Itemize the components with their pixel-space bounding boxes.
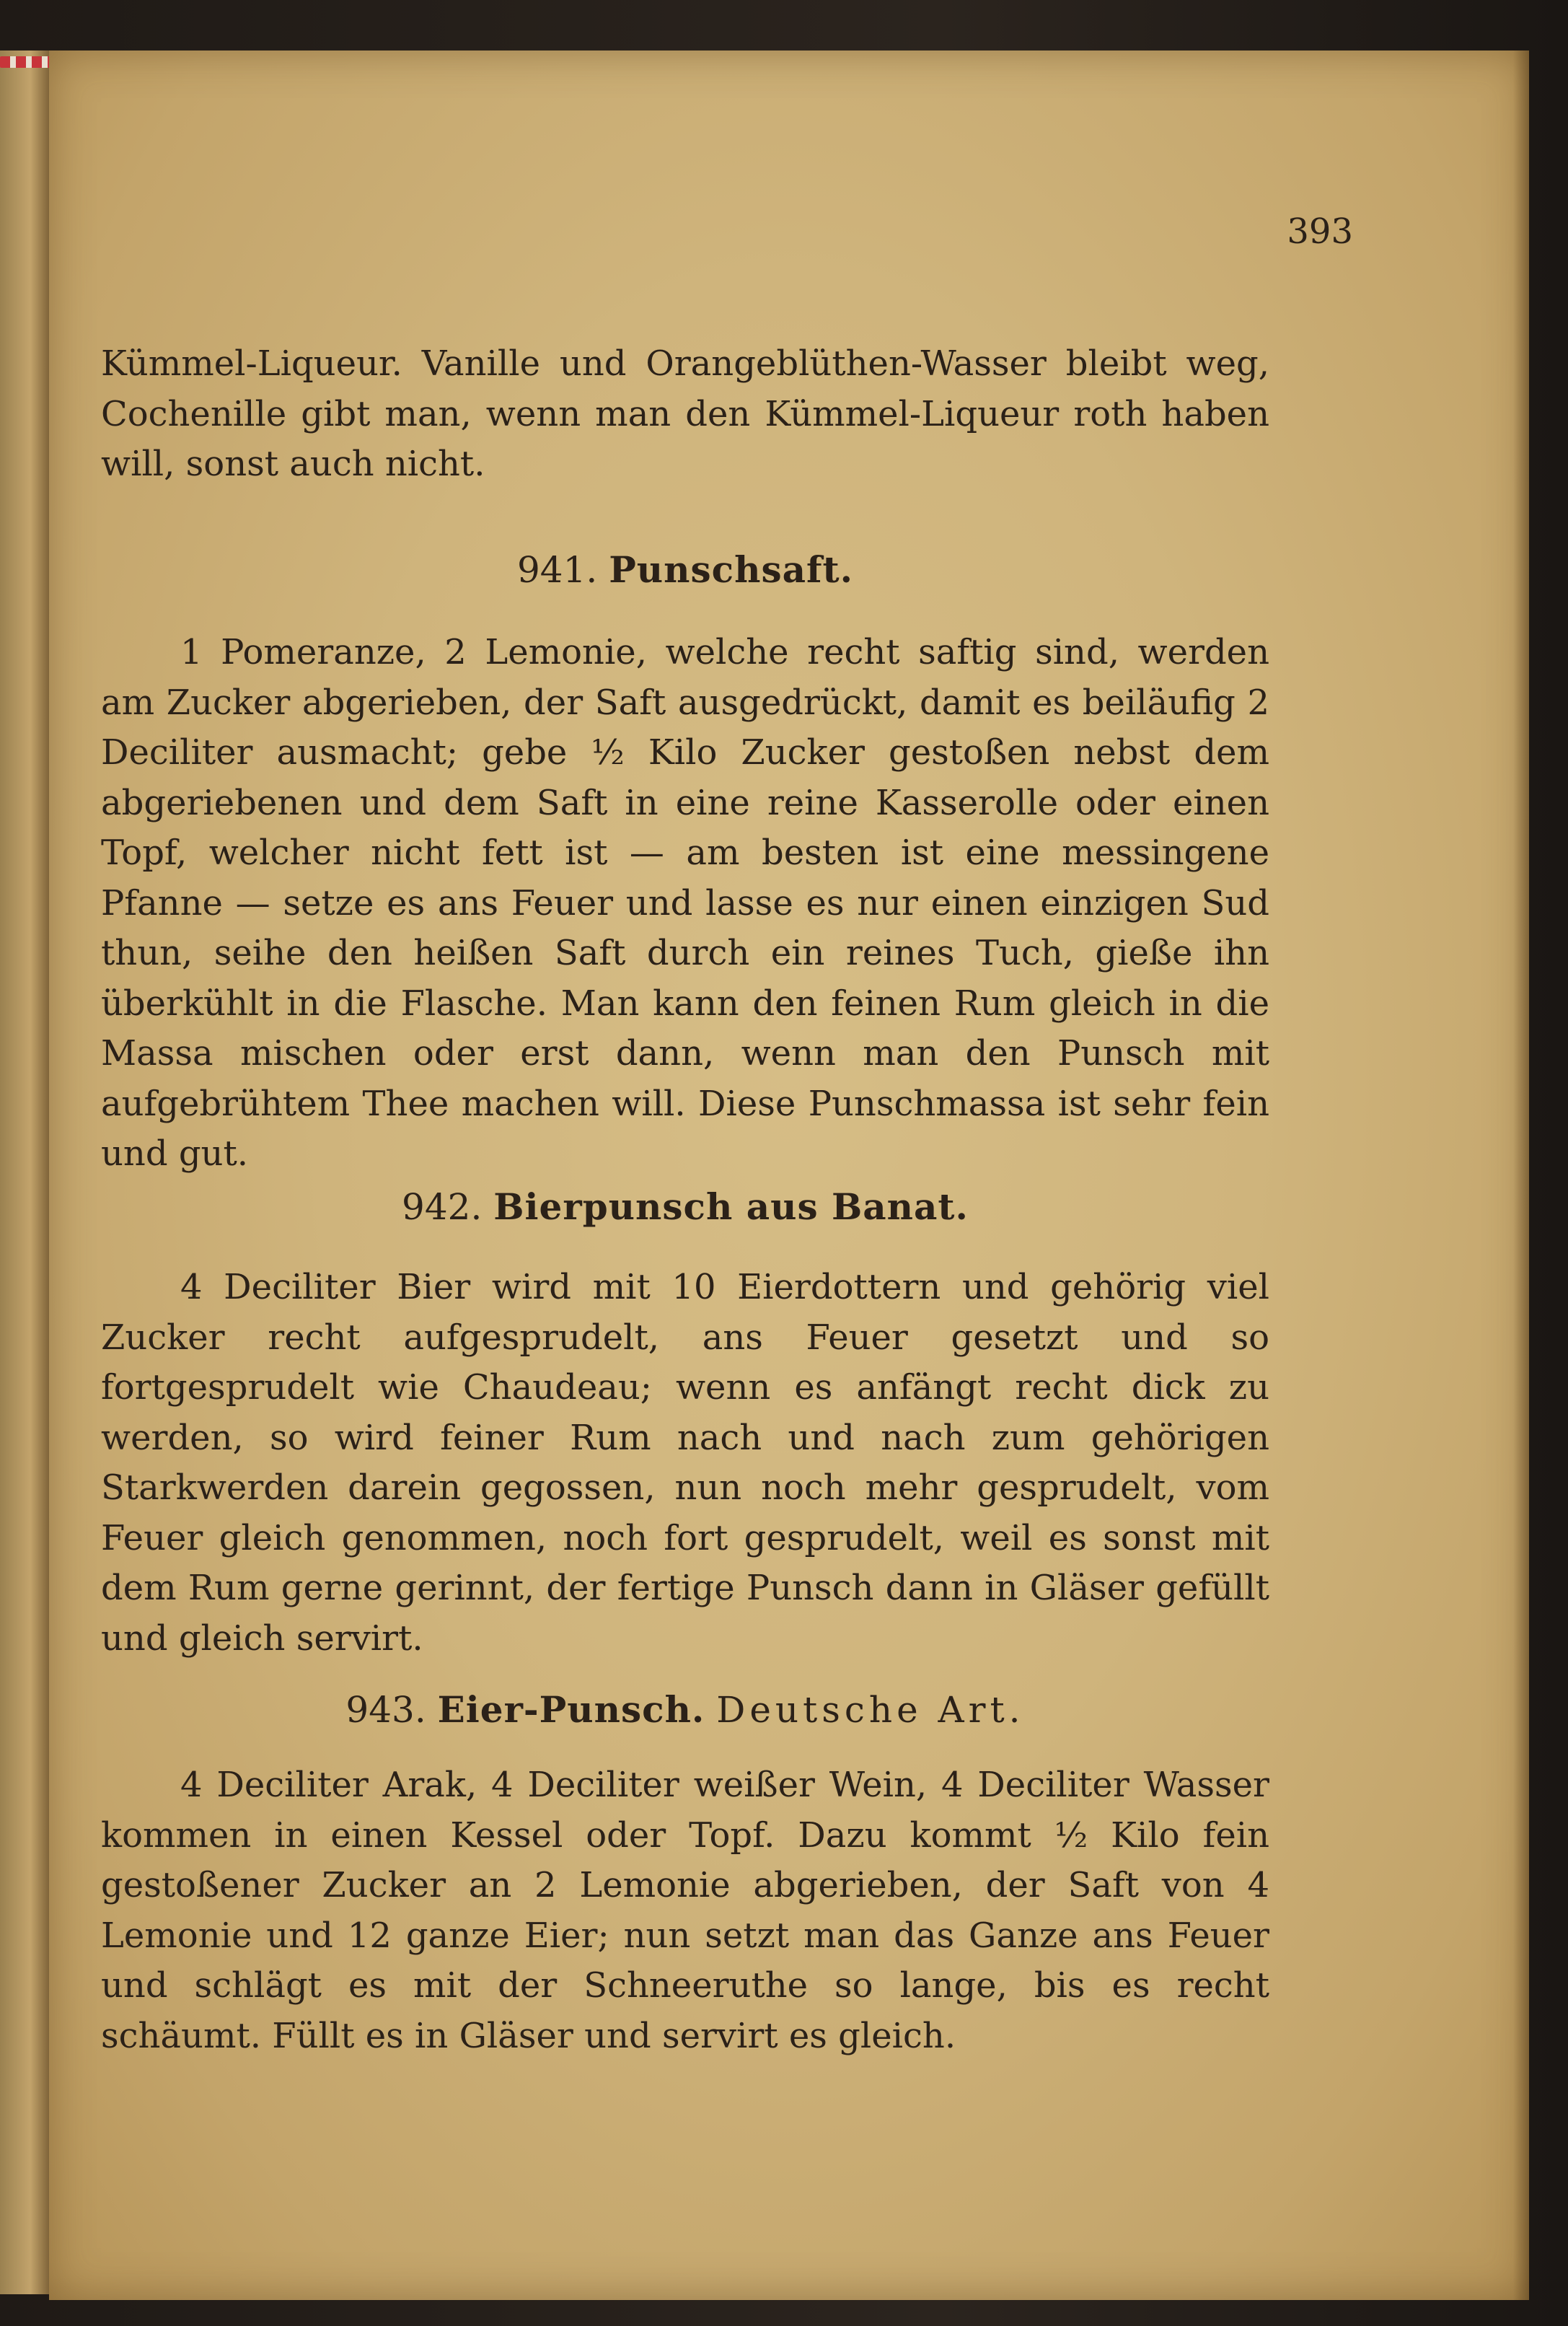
recipe-body-941 <box>101 628 1269 1180</box>
page-right-edge <box>1513 51 1529 2300</box>
recipe-heading-941 <box>101 548 1269 591</box>
recipe-title: Punschsaft. <box>609 548 854 591</box>
recipe-number: 942. <box>402 1186 483 1228</box>
recipe-body-943 <box>101 1760 1269 2061</box>
recipe-text: 4 Deciliter Arak, 4 Deciliter weißer Wein, 4 Deciliter Wasser kommen in einen Kessel oder Topf. Dazu kommt ½ Kilo fein gestoßener Zucker an 2 Lemonie abgerieben, der Saft von 4 Lemonie und 12 ganze Eier; nun setzt man das Ganze ans Feuer und schlägt es mit der Schneeruthe so lange, bis es recht schäumt. Füllt es in Gläser und servirt es gleich. <box>101 1765 1269 2056</box>
recipe-body-942 <box>101 1263 1269 1664</box>
recipe-text: 4 Deciliter Bier wird mit 10 Eierdottern und gehörig viel Zucker recht aufgesprudelt, ans Feuer gesetzt und so fortgesprudelt wie Chaudeau; wenn es anfängt recht dick zu werden, so wird feiner Rum nach und nach zum gehörigen Starkwerden darein gegossen, nun noch mehr gesprudelt, vom Feuer gleich genommen, noch fort gesprudelt, weil es sonst mit dem Rum gerne gerinnt, der fertige Punsch dann in Gläser gefüllt und gleich servirt. <box>101 1267 1269 1659</box>
recipe-heading-943 <box>101 1688 1269 1731</box>
recipe-number: 941. <box>516 549 598 591</box>
intro-paragraph <box>101 339 1269 490</box>
recipe-text: 1 Pomeranze, 2 Lemonie, welche recht saftig sind, werden am Zucker abgerieben, der Saft ausgedrückt, damit es beiläufig 2 Deciliter ausmacht; gebe ½ Kilo Zucker gestoßen nebst dem abgeriebenen und dem Saft in eine reine Kasserolle oder einen Topf, welcher nicht fett ist — am besten ist eine messingene Pfanne — setze es ans Feuer und lasse es nur einen einzigen Sud thun, seihe den heißen Saft durch ein reines Tuch, gieße ihn überkühlt in die Flasche. Man kann den feinen Rum gleich in die Massa mischen oder erst dann, wenn man den Punsch mit aufgebrühtem Thee machen will. Diese Punschmassa ist sehr fein und gut. <box>101 632 1269 1174</box>
page-number: 393 <box>1287 211 1353 252</box>
recipe-number: 943. <box>345 1689 426 1731</box>
recipe-subtitle: Deutsche Art. <box>716 1689 1025 1731</box>
recipe-title: Bierpunsch aus Banat. <box>493 1185 969 1228</box>
recipe-heading-942 <box>101 1185 1269 1228</box>
recipe-title: Eier-Punsch. <box>437 1688 705 1731</box>
left-page-edge <box>0 51 53 2294</box>
intro-text: Kümmel-Liqueur. Vanille und Orangeblüthen-Wasser bleibt weg, Cochenille gibt man, wenn man den Kümmel-Liqueur roth haben will, sonst auch nicht. <box>101 343 1269 484</box>
